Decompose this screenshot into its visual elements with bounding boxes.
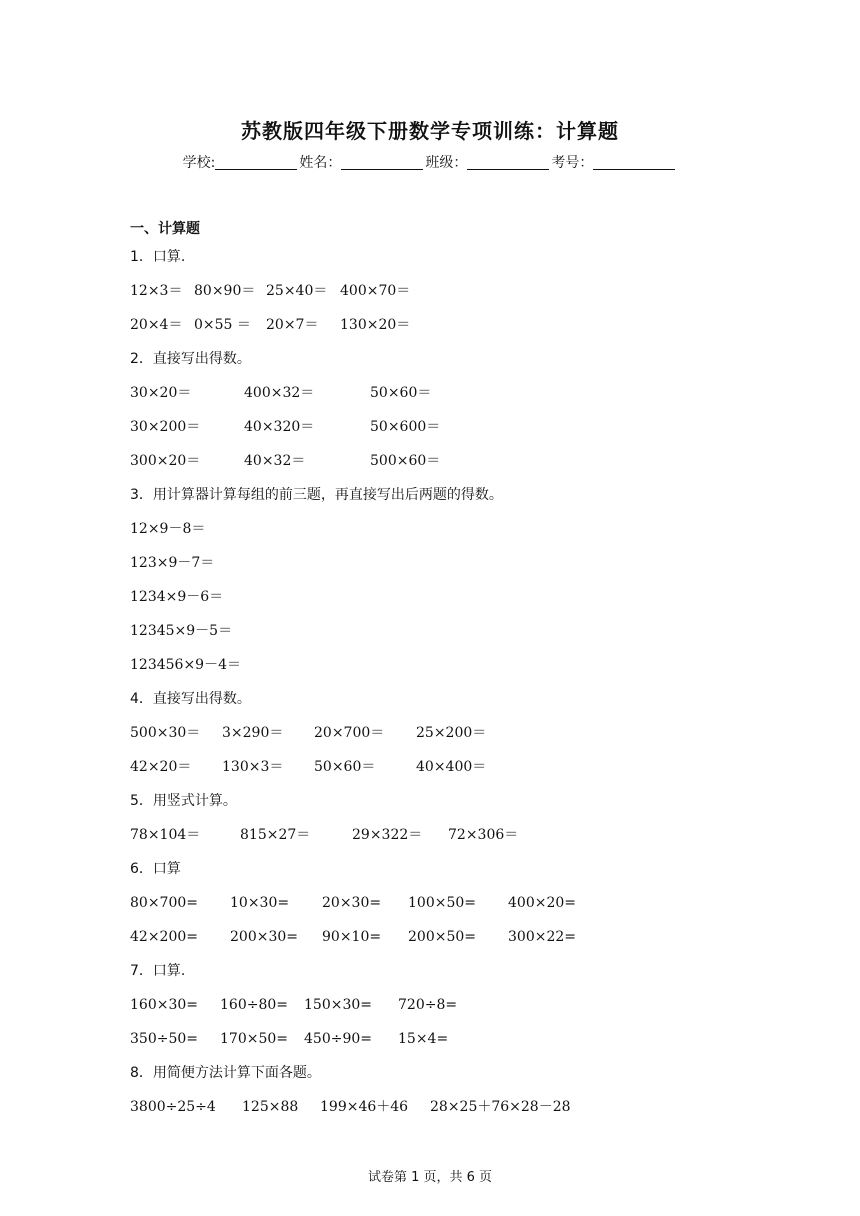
math-problem: 400×70＝ (340, 283, 411, 299)
question-title: 3．用计算器计算每组的前三题，再直接写出后两题的得数。 (130, 487, 503, 503)
problem-row (130, 444, 770, 478)
math-problem: 40×320＝ (244, 419, 315, 435)
problem-row (130, 546, 770, 580)
question-content (130, 218, 770, 1124)
math-problem: 450÷90= (304, 1031, 372, 1047)
problem-row (130, 614, 770, 648)
question-block (130, 1056, 770, 1124)
math-problem: 200×30= (230, 929, 298, 945)
problem-row (130, 308, 770, 342)
math-problem: 42×200= (130, 929, 198, 945)
question-block (130, 342, 770, 478)
math-problem: 12×3＝ (130, 283, 183, 299)
school-label: 学校: (182, 155, 216, 171)
problem-row (130, 410, 770, 444)
math-problem: 300×22= (508, 929, 576, 945)
math-problem: 30×20＝ (130, 385, 192, 401)
question-list (130, 240, 770, 1124)
math-problem: 3×290＝ (222, 725, 284, 741)
math-problem: 200×50= (408, 929, 476, 945)
problem-row (130, 580, 770, 614)
math-problem: 400×32＝ (244, 385, 315, 401)
problem-row (130, 648, 770, 682)
question-title: 8．用简便方法计算下面各题。 (130, 1065, 321, 1081)
school-blank (215, 155, 297, 170)
math-problem: 40×400＝ (416, 759, 487, 775)
question-title: 7．口算. (130, 963, 186, 979)
math-problem: 400×20= (508, 895, 576, 911)
math-problem: 12345×9－5＝ (130, 623, 233, 639)
math-problem: 20×4＝ (130, 317, 183, 333)
question-title: 5．用竖式计算。 (130, 793, 237, 809)
question-block (130, 954, 770, 1056)
math-problem: 0×55 ＝ (194, 317, 251, 333)
math-problem: 50×60＝ (370, 385, 432, 401)
math-problem: 199×46＋46 (320, 1099, 409, 1115)
math-problem: 20×7＝ (266, 317, 319, 333)
class-blank (467, 155, 549, 170)
math-problem: 72×306＝ (448, 827, 519, 843)
math-problem: 160×30= (130, 997, 198, 1013)
question-block (130, 478, 770, 682)
problem-row (130, 886, 770, 920)
question-block (130, 784, 770, 852)
name-blank (341, 155, 423, 170)
math-problem: 1234×9－6＝ (130, 589, 224, 605)
math-problem: 720÷8= (398, 997, 458, 1013)
math-problem: 80×90＝ (194, 283, 256, 299)
math-problem: 25×40＝ (266, 283, 328, 299)
math-problem: 130×3＝ (222, 759, 284, 775)
problem-row (130, 988, 770, 1022)
id-blank (593, 155, 675, 170)
math-problem: 815×27＝ (240, 827, 311, 843)
problem-row (130, 274, 770, 308)
question-title: 2．直接写出得数。 (130, 351, 251, 367)
id-label: 考号： (551, 155, 594, 171)
math-problem: 123×9－7＝ (130, 555, 215, 571)
name-label: 姓名： (299, 155, 342, 171)
math-problem: 350÷50= (130, 1031, 198, 1047)
math-problem: 130×20＝ (340, 317, 411, 333)
page-footer: 试卷第 1 页，共 6 页 (367, 1170, 493, 1185)
math-problem: 20×30= (322, 895, 382, 911)
question-block (130, 852, 770, 954)
math-problem: 150×30= (304, 997, 372, 1013)
math-problem: 500×60＝ (370, 453, 441, 469)
problem-row (130, 376, 770, 410)
math-problem: 40×32＝ (244, 453, 306, 469)
math-problem: 160÷80= (220, 997, 288, 1013)
math-problem: 78×104＝ (130, 827, 201, 843)
problem-row (130, 750, 770, 784)
math-problem: 12×9－8＝ (130, 521, 206, 537)
problem-row (130, 716, 770, 750)
math-problem: 90×10= (322, 929, 382, 945)
math-problem: 20×700＝ (314, 725, 385, 741)
problem-row (130, 818, 770, 852)
math-problem: 80×700= (130, 895, 198, 911)
math-problem: 100×50= (408, 895, 476, 911)
problem-row (130, 1022, 770, 1056)
math-problem: 10×30= (230, 895, 290, 911)
student-info-row (0, 152, 860, 172)
page-title: 苏教版四年级下册数学专项训练：计算题 (241, 119, 619, 143)
question-block (130, 240, 770, 342)
math-problem: 170×50= (220, 1031, 288, 1047)
question-block (130, 682, 770, 784)
math-problem: 28×25＋76×28－28 (430, 1099, 571, 1115)
math-problem: 500×30＝ (130, 725, 201, 741)
math-problem: 123456×9－4＝ (130, 657, 241, 673)
math-problem: 29×322＝ (352, 827, 423, 843)
section-heading: 一、计算题 (130, 221, 200, 237)
problem-row (130, 1090, 770, 1124)
class-label: 班级： (425, 155, 468, 171)
problem-row (130, 920, 770, 954)
math-problem: 50×600＝ (370, 419, 441, 435)
problem-row (130, 512, 770, 546)
math-problem: 3800÷25÷4 (130, 1099, 216, 1115)
math-problem: 15×4= (398, 1031, 449, 1047)
math-problem: 25×200＝ (416, 725, 487, 741)
question-title: 1．口算. (130, 249, 186, 265)
math-problem: 125×88 (242, 1099, 299, 1115)
math-problem: 300×20＝ (130, 453, 201, 469)
math-problem: 42×20＝ (130, 759, 192, 775)
question-title: 6．口算 (130, 861, 181, 877)
question-title: 4．直接写出得数。 (130, 691, 251, 707)
math-problem: 30×200＝ (130, 419, 201, 435)
math-problem: 50×60＝ (314, 759, 376, 775)
